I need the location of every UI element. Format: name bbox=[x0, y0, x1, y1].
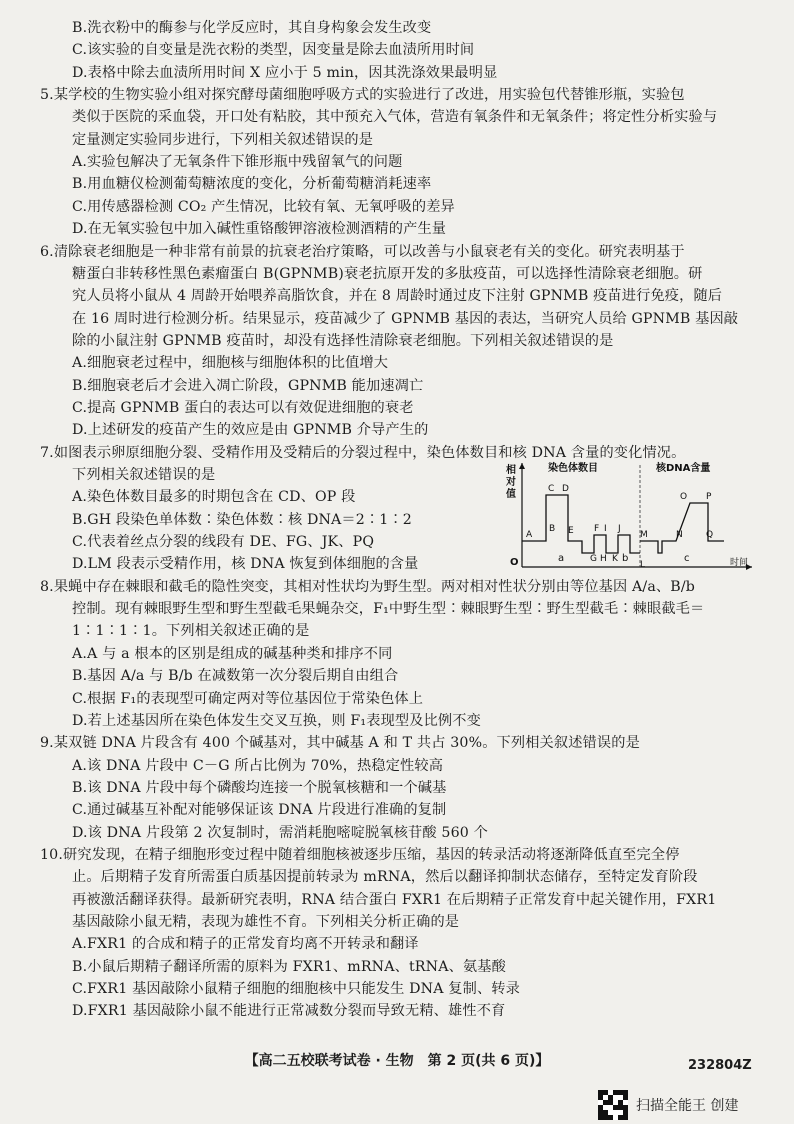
answer-option: C.代表着丝点分裂的线段有 DE、FG、JK、PQ bbox=[72, 534, 375, 551]
answer-option: B.小鼠后期精子翻译所需的原料为 FXR1、mRNA、tRNA、氨基酸 bbox=[72, 958, 506, 975]
chart-ylabel: 值 bbox=[506, 489, 516, 500]
answer-option: A.A 与 a 根本的区别是组成的碱基种类和排序不同 bbox=[72, 645, 393, 662]
answer-option: B.洗衣粉中的酶参与化学反应时，其自身构象会发生改变 bbox=[72, 20, 432, 36]
answer-option: C.通过碱基互补配对能够保证该 DNA 片段进行准确的复制 bbox=[72, 802, 447, 819]
page-footer: 【高二五校联考试卷 · 生物 第 2 页(共 6 页)】 bbox=[244, 1053, 550, 1069]
question-continuation: 基因敲除小鼠无精，表现为雄性不育。下列相关分析正确的是 bbox=[72, 914, 460, 930]
scanner-watermark bbox=[598, 1087, 788, 1123]
question-stem: 10.研究发现，在精子细胞形变过程中随着细胞核被逐步压缩，基因的转录活动将逐渐降低直至完全停 bbox=[40, 846, 680, 863]
question-continuation: 糖蛋白非转移性黑色素瘤蛋白 B(GPNMB)衰老抗原开发的多肽疫苗，可以选择性清除衰老细胞。研 bbox=[72, 265, 703, 282]
chart-point-label: F bbox=[594, 524, 600, 534]
chart-point-label: M bbox=[640, 530, 648, 540]
chart-point-label: K bbox=[612, 554, 618, 564]
paper-code: 232804Z bbox=[688, 1058, 752, 1073]
chart-point-label: C bbox=[548, 484, 555, 494]
question-continuation: 止。后期精子发育所需蛋白质基因提前转录为 mRNA，然后以翻译抑制状态储存，至特定发育阶段 bbox=[72, 869, 698, 886]
question-continuation: 1∶1∶1∶1。下列相关叙述正确的是 bbox=[72, 623, 310, 640]
chart-region-label: 核DNA含量 bbox=[656, 463, 711, 474]
chart-point-label: L bbox=[640, 560, 646, 570]
question-stem: 5.某学校的生物实验小组对探究酵母菌细胞呼吸方式的实验进行了改进，用实验包代替锥形瓶，实验包 bbox=[40, 87, 685, 104]
question-continuation: 定量测定实验同步进行，下列相关叙述错误的是 bbox=[72, 131, 374, 148]
answer-option: D.表格中除去血渍所用时间 X 应小于 5 min，因其洗涤效果最明显 bbox=[72, 64, 498, 81]
question-continuation: 类似于医院的采血袋，开口处有粘胶，其中预充入气体，营造有氧条件和无氧条件；将定性分析实验与 bbox=[72, 109, 718, 126]
question-continuation: 在 16 周时进行检测分析。结果显示，疫苗减少了 GPNMB 基因的表达，当研究人员给 GPNMB 基因敲 bbox=[72, 310, 739, 327]
answer-option: D.在无氧实验包中加入碱性重铬酸钾溶液检测酒精的产生量 bbox=[72, 221, 447, 238]
answer-option: B.用血糖仪检测葡萄糖浓度的变化，分析葡萄糖消耗速率 bbox=[72, 176, 432, 193]
answer-option: C.提高 GPNMB 蛋白的表达可以有效促进细胞的衰老 bbox=[72, 399, 414, 416]
answer-option: B.细胞衰老后才会进入凋亡阶段，GPNMB 能加速凋亡 bbox=[72, 377, 424, 394]
question-continuation: 下列相关叙述错误的是 bbox=[72, 467, 216, 483]
answer-option: B.基因 A/a 与 B/b 在减数第一次分裂后期自由组合 bbox=[72, 668, 399, 685]
question-continuation: 再被激活翻译获得。最新研究表明，RNA 结合蛋白 FXR1 在后期精子正常发育中起关键作用，FXR1 bbox=[72, 891, 717, 908]
answer-option: A.细胞衰老过程中，细胞核与细胞体积的比值增大 bbox=[72, 355, 389, 372]
chart-point-label: B bbox=[549, 524, 556, 534]
answer-option: C.该实验的自变量是洗衣粉的类型，因变量是除去血渍所用时间 bbox=[72, 42, 475, 59]
chart-point-label: P bbox=[706, 492, 712, 502]
answer-option: D.若上述基因所在染色体发生交叉互换，则 F₁表现型及比例不变 bbox=[72, 712, 481, 729]
chart-point-label: O bbox=[680, 492, 688, 502]
chart-point-label: A bbox=[526, 530, 533, 540]
chart-region-label: 染色体数目 bbox=[548, 463, 598, 474]
chart-xlabel: 时间 bbox=[730, 558, 749, 568]
question-stem: 7.如图表示卵原细胞分裂、受精作用及受精后的分裂过程中，染色体数目和核 DNA 含量的变化情况。 bbox=[40, 444, 686, 461]
answer-option: D.FXR1 基因敲除小鼠不能进行正常减数分裂而导致无精、雄性不育 bbox=[72, 1003, 506, 1020]
question-continuation: 究人员将小鼠从 4 周龄开始喂养高脂饮食，并在 8 周龄时通过皮下注射 GPNMB 疫苗进行免疫，随后 bbox=[72, 288, 723, 305]
chart-ylabel: 对 bbox=[506, 477, 516, 488]
chart-point-label: E bbox=[568, 526, 574, 536]
chart-point-label: J bbox=[618, 524, 621, 534]
answer-option: B.该 DNA 片段中每个磷酸均连接一个脱氧核糖和一个碱基 bbox=[72, 779, 447, 796]
answer-option: D.LM 段表示受精作用，核 DNA 恢复到体细胞的含量 bbox=[72, 556, 419, 573]
answer-option: D.该 DNA 片段第 2 次复制时，需消耗胞嘧啶脱氧核苷酸 560 个 bbox=[72, 824, 488, 841]
chart-phase-label: c bbox=[684, 553, 690, 564]
watermark-text: 扫描全能王 创建 bbox=[636, 1098, 739, 1114]
chart-series-chromosome bbox=[522, 495, 640, 553]
chart-point-label: D bbox=[562, 484, 569, 494]
answer-option: D.上述研发的疫苗产生的效应是由 GPNMB 介导产生的 bbox=[72, 422, 429, 439]
answer-option: B.GH 段染色单体数∶染色体数∶核 DNA＝2∶1∶2 bbox=[72, 511, 412, 528]
question-stem: 8.果蝇中存在棘眼和截毛的隐性突变，其相对性状均为野生型。两对相对性状分别由等位基因 A/a、B/b bbox=[40, 578, 696, 595]
chart-axes bbox=[519, 463, 752, 570]
chart-series-dna bbox=[640, 503, 724, 553]
chromosome-dna-chart bbox=[500, 455, 762, 573]
chart-point-label: N bbox=[676, 530, 683, 540]
chart-point-label: I bbox=[604, 524, 607, 534]
question-continuation: 控制。现有棘眼野生型和野生型截毛果蝇杂交，F₁中野生型∶棘眼野生型∶野生型截毛∶棘眼截毛＝ bbox=[72, 601, 705, 618]
answer-option: C.用传感器检测 CO₂ 产生情况，比较有氧、无氧呼吸的差异 bbox=[72, 198, 455, 215]
question-continuation: 除的小鼠注射 GPNMB 疫苗时，却没有选择性清除衰老细胞。下列相关叙述错误的是 bbox=[72, 332, 614, 349]
chart-point-label: H bbox=[600, 554, 607, 564]
chart-phase-label: b bbox=[622, 553, 629, 564]
answer-option: A.染色体数目最多的时期包含在 CD、OP 段 bbox=[72, 489, 356, 506]
question-stem: 6.清除衰老细胞是一种非常有前景的抗衰老治疗策略，可以改善与小鼠衰老有关的变化。研究表明基于 bbox=[40, 243, 685, 260]
chart-phase-label: a bbox=[558, 553, 565, 564]
chart-point-label: G bbox=[590, 554, 597, 564]
answer-option: A.该 DNA 片段中 C－G 所占比例为 70%，热稳定性较高 bbox=[72, 757, 444, 774]
answer-option: C.FXR1 基因敲除小鼠精子细胞的细胞核中只能发生 DNA 复制、转录 bbox=[72, 981, 520, 998]
chart-ylabel: 相 bbox=[506, 465, 516, 476]
question-stem: 9.某双链 DNA 片段含有 400 个碱基对，其中碱基 A 和 T 共占 30%。下列相关叙述错误的是 bbox=[40, 735, 640, 752]
chart-point-label: Q bbox=[706, 530, 714, 540]
chart-origin: O bbox=[510, 557, 519, 568]
answer-option: A.实验包解决了无氧条件下锥形瓶中残留氧气的问题 bbox=[72, 154, 403, 171]
qr-code-icon bbox=[598, 1090, 628, 1120]
answer-option: C.根据 F₁的表现型可确定两对等位基因位于常染色体上 bbox=[72, 690, 424, 707]
answer-option: A.FXR1 的合成和精子的正常发育均离不开转录和翻译 bbox=[72, 936, 419, 953]
